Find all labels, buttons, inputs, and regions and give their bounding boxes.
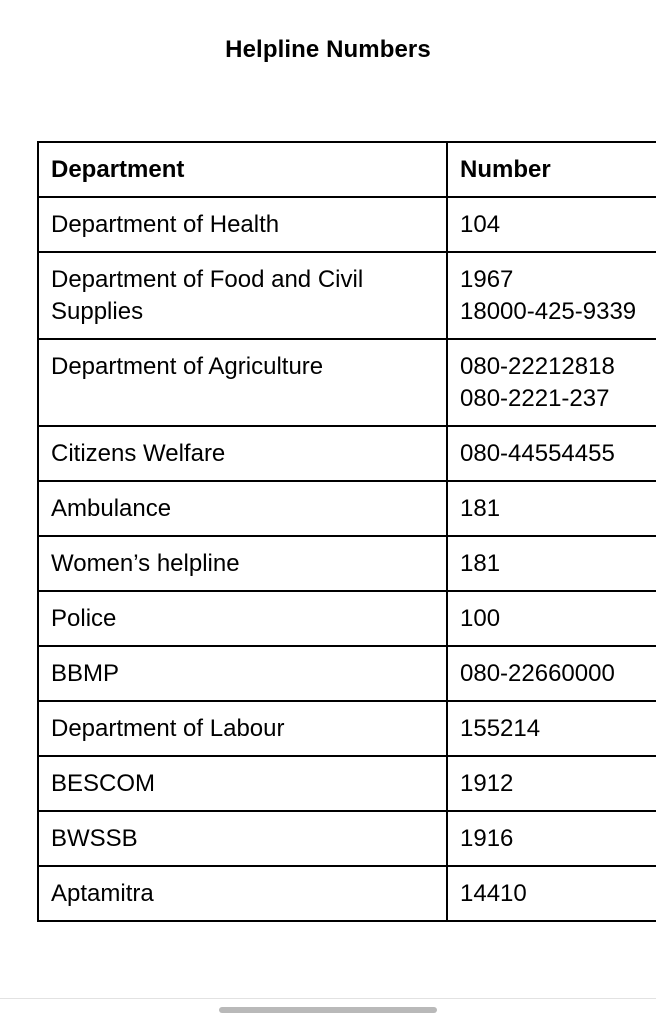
home-indicator[interactable] bbox=[219, 1007, 437, 1013]
table-row bbox=[38, 481, 656, 536]
column-header-department: Department bbox=[38, 142, 447, 197]
department-cell: BWSSB bbox=[38, 811, 447, 866]
page-title: Helpline Numbers bbox=[225, 36, 431, 63]
number-cell: 100 bbox=[447, 591, 656, 646]
table-row bbox=[38, 252, 656, 339]
department-cell: Aptamitra bbox=[38, 866, 447, 921]
helpline-table bbox=[37, 141, 656, 922]
table-header-row bbox=[38, 142, 656, 197]
table-row bbox=[38, 756, 656, 811]
number-cell: 1912 bbox=[447, 756, 656, 811]
table-row bbox=[38, 591, 656, 646]
table-row bbox=[38, 339, 656, 426]
number-cell: 080-44554455 bbox=[447, 426, 656, 481]
number-cell: 1967 18000-425-9339 bbox=[447, 252, 656, 339]
number-cell: 1916 bbox=[447, 811, 656, 866]
number-cell: 181 bbox=[447, 481, 656, 536]
department-cell: Department of Health bbox=[38, 197, 447, 252]
table-row bbox=[38, 701, 656, 756]
number-cell: 181 bbox=[447, 536, 656, 591]
department-cell: Department of Agriculture bbox=[38, 339, 447, 426]
column-header-number: Number bbox=[447, 142, 656, 197]
department-cell: Police bbox=[38, 591, 447, 646]
department-cell: Department of Food and Civil Supplies bbox=[38, 252, 447, 339]
number-cell: 104 bbox=[447, 197, 656, 252]
table-row bbox=[38, 866, 656, 921]
table-row bbox=[38, 197, 656, 252]
department-cell: Women’s helpline bbox=[38, 536, 447, 591]
department-cell: Department of Labour bbox=[38, 701, 447, 756]
department-cell: BESCOM bbox=[38, 756, 447, 811]
number-cell: 155214 bbox=[447, 701, 656, 756]
number-cell: 080-22660000 bbox=[447, 646, 656, 701]
table-row bbox=[38, 536, 656, 591]
table-row bbox=[38, 426, 656, 481]
divider bbox=[0, 998, 656, 999]
department-cell: BBMP bbox=[38, 646, 447, 701]
table-row bbox=[38, 646, 656, 701]
department-cell: Citizens Welfare bbox=[38, 426, 447, 481]
number-cell: 14410 bbox=[447, 866, 656, 921]
department-cell: Ambulance bbox=[38, 481, 447, 536]
number-cell: 080-22212818 080-2221-237 bbox=[447, 339, 656, 426]
table-row bbox=[38, 811, 656, 866]
